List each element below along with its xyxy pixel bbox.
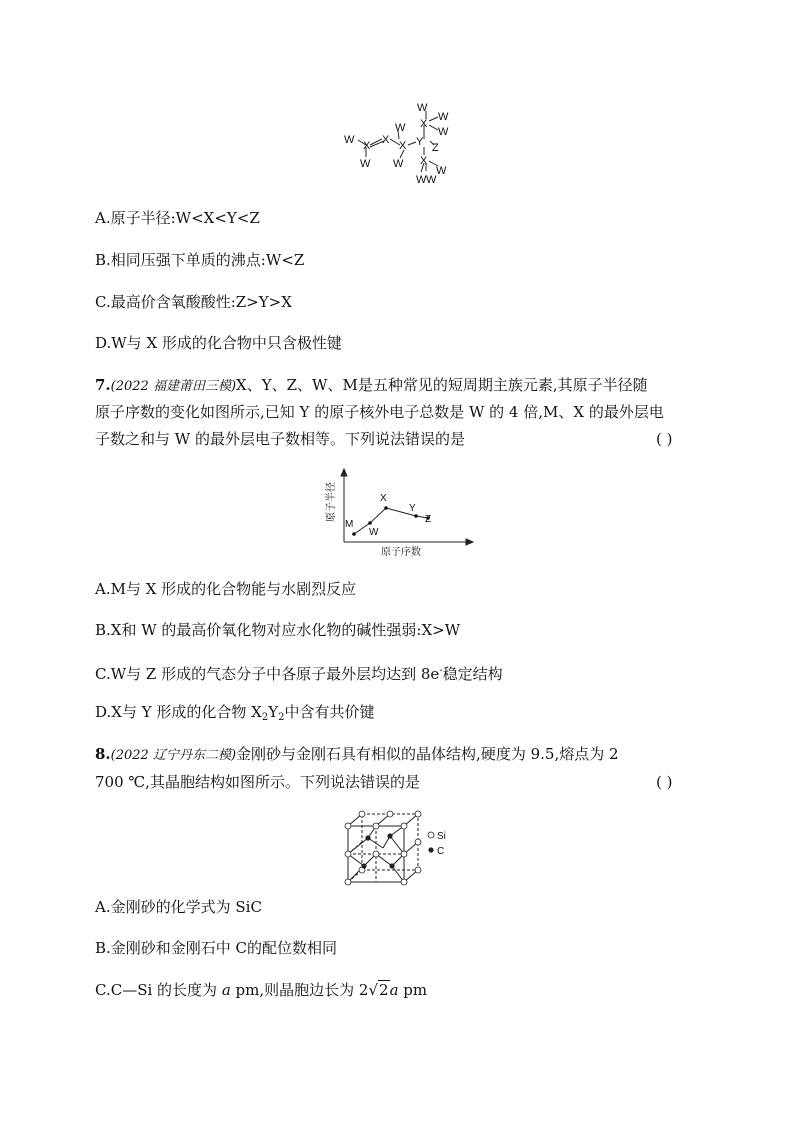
atom-y-label: Y	[416, 136, 424, 148]
c-legend-marker	[428, 847, 433, 852]
atom-w-label: W	[416, 174, 427, 186]
q8-number: 8.	[95, 745, 111, 763]
atom-x-label: X	[420, 155, 428, 167]
q8-option-c-end: pm	[398, 981, 428, 999]
q7-stem-line2: 原子序数的变化如图所示,已知 Y 的原子核外电子总数是 W 的 4 倍,M、X 的最外层电	[95, 403, 664, 421]
si-atom	[415, 811, 421, 817]
q7-option-d-sub1: 2	[261, 712, 269, 723]
atom-z-label: Z	[432, 142, 439, 154]
q6-option-a: A.原子半径:W<X<Y<Z	[95, 209, 260, 227]
point-x	[384, 506, 388, 510]
q8-answer-blank: ( )	[656, 773, 673, 791]
point-z-label: Z	[425, 514, 432, 525]
atom-x-label: X	[382, 134, 390, 146]
crystal-cell-diagram	[338, 810, 468, 886]
q8-line1-text: 金刚砂与金刚石具有相似的晶体结构,硬度为 9.5,熔点为 2	[236, 745, 619, 763]
atom-w-label: W	[360, 158, 371, 170]
si-atom	[359, 811, 365, 817]
point-m-label: M	[345, 519, 354, 530]
c-atom	[387, 833, 392, 838]
q7-option-b: B.X和 W 的最高价氧化物对应水化物的碱性强弱:X>W	[95, 621, 461, 639]
chart-points	[352, 506, 430, 536]
si-legend-marker	[428, 832, 434, 838]
si-atom	[401, 823, 407, 829]
q8-option-c-var: a	[221, 981, 231, 999]
q8-option-c	[95, 980, 427, 1000]
q8-stem-line1	[95, 744, 619, 766]
atom-w-label: W	[344, 134, 355, 146]
si-atom	[345, 823, 351, 829]
c-legend-label: C	[437, 846, 445, 857]
point-m	[352, 532, 356, 536]
q7-source: (2022 福建莆田三模)	[110, 379, 237, 394]
point-w-label: W	[369, 527, 379, 538]
si-atom	[401, 851, 407, 857]
q7-option-c-sup: -	[439, 665, 443, 676]
q7-stem-line3: 子数之和与 W 的最外层电子数相等。下列说法错误的是	[95, 430, 465, 448]
si-legend-label: Si	[437, 831, 446, 842]
q8-option-c-radicand: 2	[379, 981, 389, 999]
atom-w-label: W	[393, 158, 404, 170]
si-atom	[345, 851, 351, 857]
q8-option-b: B.金刚砂和金刚石中 C的配位数相同	[95, 939, 338, 957]
atom-x-label: X	[420, 118, 428, 130]
q7-answer-blank: ( )	[656, 430, 673, 448]
atom-w-label: W	[438, 126, 449, 138]
atom-x-label: X	[363, 140, 371, 152]
q7-option-c-end: 稳定结构	[442, 665, 503, 683]
c-atom	[361, 863, 366, 868]
point-y	[414, 514, 418, 518]
q7-option-a: A.M与 X 形成的化合物能与水剧烈反应	[95, 580, 357, 598]
q6-option-c: C.最高价含氧酸酸性:Z>Y>X	[95, 293, 292, 311]
q7-line1-text: X、Y、Z、W、M是五种常见的短周期主族元素,其原子半径随	[236, 376, 648, 394]
q7-option-c	[95, 661, 503, 684]
q8-option-a: A.金刚砂的化学式为 SiC	[95, 898, 262, 916]
si-atom	[345, 879, 351, 885]
atom-x-label: X	[399, 140, 407, 152]
atom-w-label: W	[436, 165, 447, 177]
q7-stem-line1	[95, 375, 648, 397]
point-w	[368, 521, 372, 525]
q8-stem-line2: 700 ℃,其晶胞结构如图所示。下列说法错误的是	[95, 773, 420, 791]
q8-option-c-var2: a	[389, 981, 399, 999]
sqrt-symbol: √	[368, 981, 379, 999]
y-axis-label: 原子半径	[326, 482, 337, 522]
q7-option-d-end: 中含有共价键	[284, 703, 375, 721]
point-y-label: Y	[409, 503, 416, 514]
q6-option-b: B.相同压强下单质的沸点:W<Z	[95, 251, 305, 269]
c-atom	[365, 835, 370, 840]
q7-option-d	[95, 702, 375, 728]
q7-option-c-text: C.W与 Z 形成的气态分子中各原子最外层均达到 8e	[95, 665, 440, 683]
q8-option-c-text: C.C—Si 的长度为	[95, 981, 222, 999]
si-atom	[373, 823, 379, 829]
q7-option-d-sub2: 2	[278, 712, 285, 723]
atom-w-label: W	[426, 174, 437, 186]
q8-source: (2022 辽宁丹东二模)	[110, 748, 237, 763]
q7-radius-chart	[318, 468, 478, 560]
q8-option-c-mid: pm,则晶胞边长为 2	[230, 981, 369, 999]
si-atom	[373, 851, 379, 857]
q6-option-d: D.W与 X 形成的化合物中只含极性键	[95, 334, 342, 352]
c-atom	[389, 863, 394, 868]
q7-option-d-mid: Y	[268, 703, 279, 721]
x-axis-label: 原子序数	[381, 547, 421, 558]
si-atom	[401, 879, 407, 885]
atom-w-label: W	[395, 122, 406, 134]
si-atom	[415, 867, 421, 873]
si-atom	[387, 811, 393, 817]
q7-option-d-text: D.X与 Y 形成的化合物 X	[95, 703, 262, 721]
molecular-structure-diagram	[330, 95, 470, 190]
atom-w-label: W	[438, 111, 449, 123]
point-x-label: X	[380, 493, 387, 504]
atom-w-label: W	[417, 102, 428, 114]
si-atom	[415, 839, 421, 845]
q7-number: 7.	[95, 376, 111, 394]
